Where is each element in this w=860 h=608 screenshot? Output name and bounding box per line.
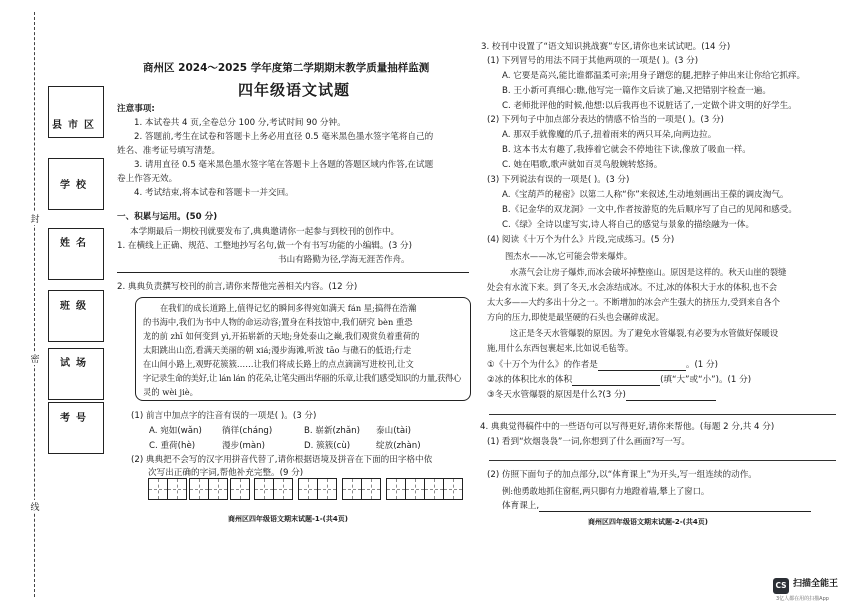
- option-a-extra: 徜徉(cháng): [222, 426, 273, 436]
- reading-line-1: 水蒸气会让房子爆炸,而冰会破坏掉整座山。原因是这样的。秋天山崖的裂缝: [510, 267, 787, 277]
- q3-2-option-c: C. 她在唱歌,歌声就如百灵鸟般婉转悠扬。: [502, 160, 663, 170]
- question-4: 4. 典典觉得稿件中的一些语句可以写得更好,请你来帮他。(每题 2 分,共 4 分): [480, 422, 775, 432]
- camscanner-logo-icon: CS: [773, 578, 789, 594]
- grid-cell[interactable]: [342, 478, 362, 500]
- q3-3-option-a: A.《宝葫芦的秘密》以第二人称“你”来叙述,生动地刻画出王葆的调皮淘气。: [502, 190, 789, 200]
- question-3-1: (1) 下列冒号的用法不同于其他两项的一项是( )。(3 分): [487, 56, 699, 66]
- option-c: C. 重荷(hè): [149, 441, 196, 451]
- reading-question-2: ②冰的体积比水的体积 (填“大”或“小”)。(1 分): [487, 375, 752, 385]
- notice-title: 注意事项:: [117, 104, 155, 114]
- notice-3: 3. 请用直径 0.5 毫米黑色墨水签字笔在答题卡上各题的答题区域内作答,在试题: [134, 160, 434, 170]
- exam-title: 四年级语文试题: [238, 81, 351, 99]
- reading-question-3: ③冬天水管爆裂的原因是什么?(3 分): [487, 389, 716, 401]
- passage-line-6: 字记录生命的美好,让 lán lán 的花朵,让笔尖画出华丽的乐章,让我们感受知识的力量,获得心: [143, 373, 461, 383]
- notice-2b: 姓名、准考证号填写清楚。: [117, 146, 221, 156]
- grid-cell[interactable]: [424, 478, 444, 500]
- notice-2: 2. 答题前,考生在试卷和答题卡上务必用直径 0.5 毫米黑色墨水签字笔将自己的: [134, 132, 434, 142]
- passage-line-2: 的书海中,我们为书中人物的命运动容;置身在科技馆中,我们研究 bèn 重恐: [143, 317, 413, 327]
- q3-2-option-b: B. 这本书太有趣了,我捧着它就会不停地往下读,像放了吸血一样。: [502, 145, 751, 155]
- section-1-title: 一、积累与运用。(50 分): [117, 212, 218, 222]
- reading-line-2: 处会有水流下来。到了冬天,水会冻结成冰。不过,冰的体积大于水的体积,也不会: [487, 282, 778, 292]
- q3-1-option-b: B. 王小新可真细心:瞧,他写完一篇作文后读了遍,又把错别字检查一遍。: [502, 86, 771, 96]
- exam-header: 商州区 2024～2025 学年度第二学期期末教学质量抽样监测: [143, 62, 430, 74]
- q3-3-option-b: B.《记金华的双龙洞》一文中,作者按游览的先后顺序写了自己的见闻和感受。: [502, 205, 797, 215]
- name-label: 姓名: [60, 238, 92, 249]
- option-b: B. 崭新(zhǎn): [304, 426, 360, 436]
- reading-line-3: 太大多——大约多出十分之一。不断增加的冰会产生强大的挤压力,受到来自各个: [487, 297, 781, 307]
- passage-line-5: 在山间小路上,观野花簇簇……让我们将成长路上的点点滴滴写进校刊,让文: [143, 359, 414, 369]
- page-1-footer: 商州区四年级语文期末试题-1-(共4页): [228, 515, 348, 523]
- page-2-footer: 商州区四年级语文期末试题-2-(共4页): [588, 518, 708, 526]
- line-mark: 线: [29, 500, 41, 513]
- grid-cell[interactable]: [230, 478, 250, 500]
- question-3-4: (4) 阅读《十万个为什么》片段,完成练习。(5 分): [487, 235, 675, 245]
- grid-cell[interactable]: [167, 478, 187, 500]
- school-label: 学校: [60, 180, 92, 191]
- grid-cell[interactable]: [273, 478, 293, 500]
- grid-cell[interactable]: [317, 478, 337, 500]
- grid-cell[interactable]: [386, 478, 406, 500]
- question-2-2: (2) 典典把不会写的汉字用拼音代替了,请你根据语境及拼音在下面的田字格中依: [131, 455, 433, 465]
- reading-line-5: 这正是冬天水管爆裂的原因。为了避免水管爆裂,有必要为水管做好保暖设: [510, 328, 779, 338]
- exam-number-label: 考号: [60, 413, 92, 424]
- grid-cell[interactable]: [148, 478, 168, 500]
- reading-subtitle: 图杰水——冰,它可能会带来爆炸。: [505, 251, 633, 261]
- seal-mark: 封: [29, 212, 41, 225]
- answer-blank-author[interactable]: [598, 370, 686, 371]
- option-d: D. 簇簇(cù): [304, 441, 351, 451]
- question-4-2-example: 例:他勇敢地抓住窗框,两只脚有力地蹬着墙,攀上了窗口。: [502, 486, 710, 496]
- question-2: 2. 典典负责撰写校刊的前言,请你来帮他完善相关内容。(12 分): [117, 282, 358, 292]
- question-2-1: (1) 前言中加点字的注音有误的一项是( )。(3 分): [131, 411, 317, 421]
- notice-3b: 卷上作答无效。: [117, 174, 178, 184]
- q3-3-option-c: C.《绿》全诗以虚写实,诗人将自己的感觉与景象的描绘融为一体。: [502, 220, 755, 230]
- passage-line-1: 在我们的成长道路上,值得记忆的瞬间多得宛如满天 fán 星;搞得在浩瀚: [160, 303, 417, 313]
- scanner-name: 扫描全能王: [793, 579, 839, 589]
- q3-1-option-c: C. 老师批评他的时候,他想:以后我再也不说脏话了,一定做个讲文明的好学生。: [502, 101, 797, 111]
- q3-1-option-a: A. 它要是高兴,能比谁都温柔可亲;用身子蹭您的腿,把脖子伸出来让你给它抓痒。: [502, 71, 806, 81]
- question-4-1: (1) 看到“炊烟袅袅”一词,你想到了什么画面?写一写。: [487, 437, 690, 447]
- county-label: 县市区: [52, 120, 100, 131]
- grid-cell[interactable]: [254, 478, 274, 500]
- q3-2-option-a: A. 那双手就像魔的爪子,扭着雨来的两只耳朵,向两边拉。: [502, 130, 717, 140]
- reading-question-1: ①《十万个为什么》的作者是 。(1 分): [487, 360, 718, 370]
- question-4-2-start: 体育课上,: [502, 500, 811, 512]
- question-3-2: (2) 下列句子中加点部分表达的情感不恰当的一项是( )。(3 分): [487, 115, 724, 125]
- reading-line-6: 施,用什么东西包裹起来,比如说毛毡等。: [487, 343, 634, 353]
- answer-line[interactable]: [489, 460, 836, 461]
- grid-cell[interactable]: [298, 478, 318, 500]
- option-d-extra: 绽放(zhàn): [376, 441, 421, 451]
- answer-blank-volume[interactable]: [572, 385, 660, 386]
- question-1-sentence: 书山有路勤为径,学海无涯苦作舟。: [278, 255, 410, 265]
- answer-blank-pe-class[interactable]: [539, 511, 811, 512]
- secret-mark: 密: [29, 352, 41, 365]
- scanner-tagline: 3亿人都在用的扫描App: [776, 596, 829, 602]
- question-3: 3. 校刊中设置了“语文知识挑战赛”专区,请你也来试试吧。(14 分): [481, 42, 731, 52]
- grid-cell[interactable]: [361, 478, 381, 500]
- class-label: 班级: [60, 301, 92, 312]
- intro-text: 本学期最后一期校刊就要发布了,典典邀请你一起参与到校刊的创作中。: [130, 227, 400, 237]
- passage-line-4: 太阳跳出山峦,看满天美丽的朝 xiá;漫步海滩,听波 tāo 与礁石的低语;行走: [143, 345, 412, 355]
- option-a: A. 宛如(wǎn): [149, 426, 202, 436]
- answer-blank-reason[interactable]: [626, 400, 716, 401]
- question-2-2b: 次写出正确的字词,帮他补充完整。(9 分): [148, 468, 304, 478]
- option-b-extra: 泰山(tài): [376, 426, 411, 436]
- grid-cell[interactable]: [208, 478, 228, 500]
- copy-line: [117, 272, 469, 273]
- question-3-3: (3) 下列说法有误的一项是( )。(3 分): [487, 175, 630, 185]
- grid-cell[interactable]: [189, 478, 209, 500]
- exam-room-label: 试场: [60, 358, 92, 369]
- answer-line[interactable]: [489, 414, 836, 415]
- passage-line-7: 灵的 wèi jiè。: [143, 387, 198, 397]
- question-1: 1. 在横线上正确、规范、工整地抄写名句,做一个有书写功能的小编辑。(3 分): [117, 241, 412, 251]
- notice-4: 4. 考试结束,将本试卷和答题卡一并交回。: [134, 188, 294, 198]
- notice-1: 1. 本试卷共 4 页,全卷总分 100 分,考试时间 90 分钟。: [134, 118, 346, 128]
- passage-line-3: 龙的前 zhī 如何变到 yì,开拓崭新的天地;身处泰山之巅,我们观赏负着重荷的: [143, 331, 420, 341]
- reading-line-4: 方向的压力,即使是最坚硬的石头也会碾碎成泥。: [487, 312, 664, 322]
- grid-cell[interactable]: [443, 478, 463, 500]
- question-4-2: (2) 仿照下面句子的加点部分,以“体育课上”为开头,写一组连续的动作。: [487, 470, 757, 480]
- option-c-extra: 漫步(màn): [222, 441, 265, 451]
- grid-cell[interactable]: [405, 478, 425, 500]
